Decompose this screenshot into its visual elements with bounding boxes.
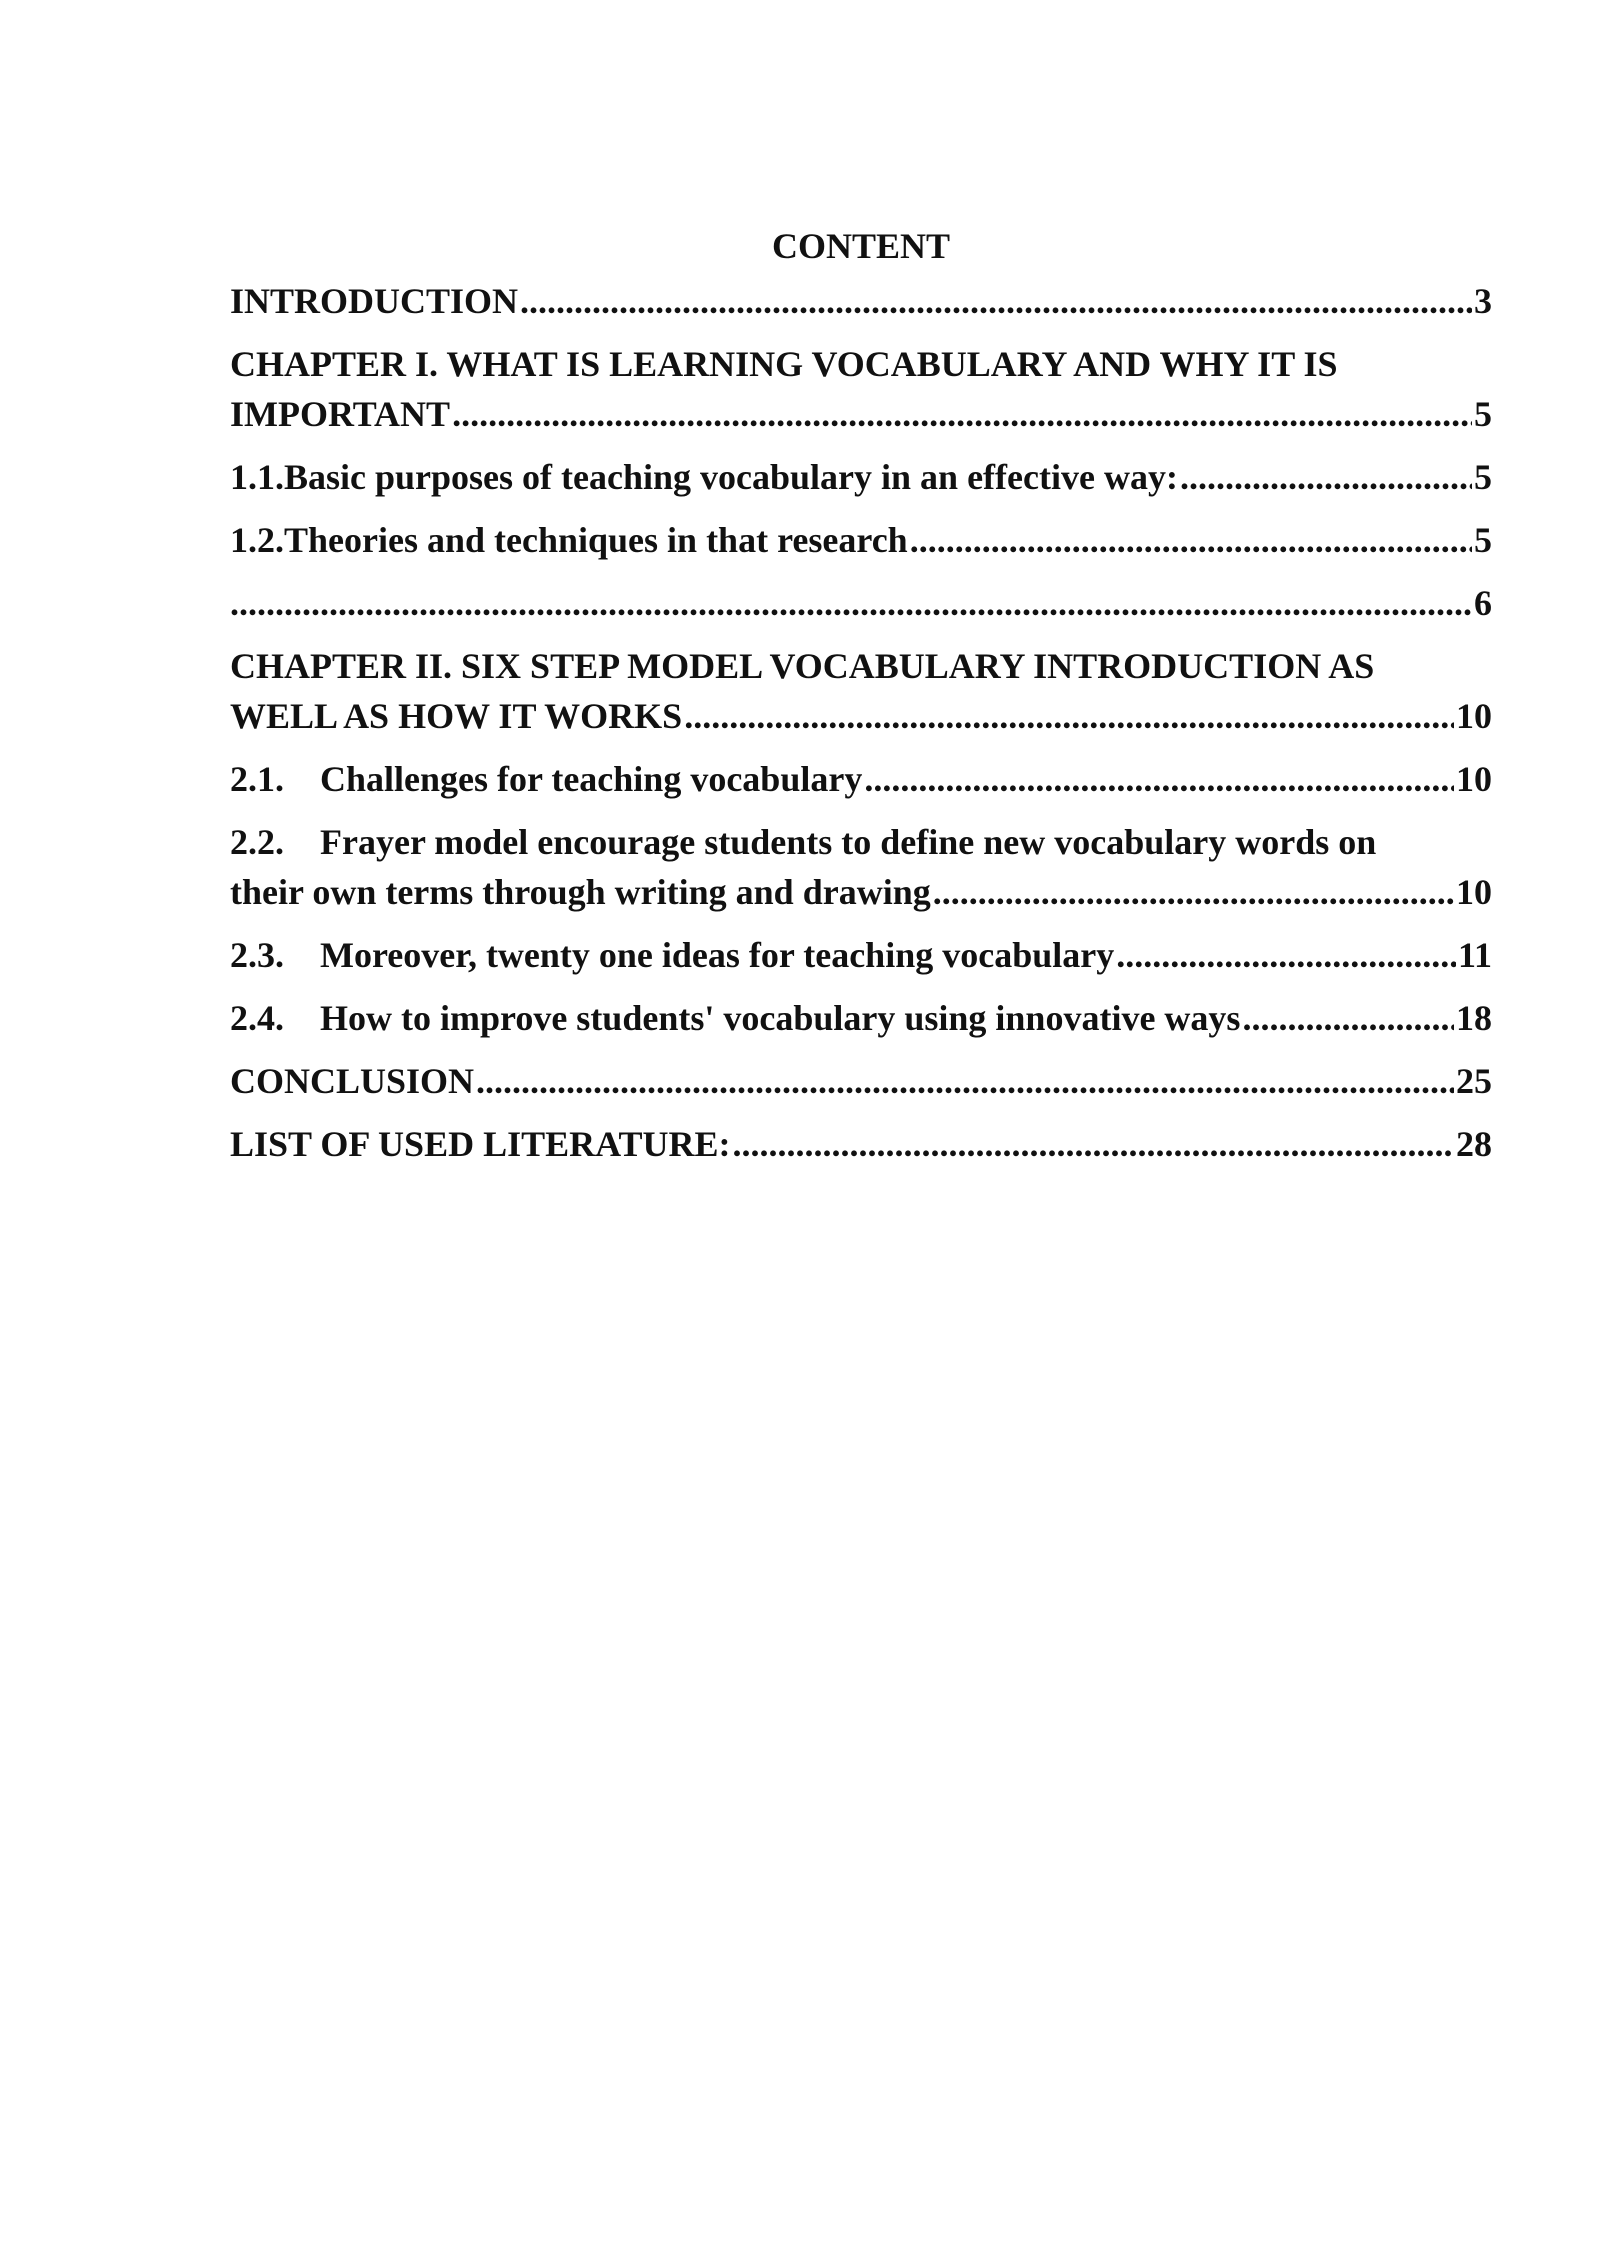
toc-entry-title: INTRODUCTION [230,281,519,321]
dot-leader [520,276,1472,326]
toc-entry-2-3[interactable] [230,930,1492,980]
dot-leader [684,691,1454,741]
toc-page-number: 10 [1456,696,1492,736]
toc-entry-2-2[interactable] [230,817,1492,917]
toc-page-number: 25 [1456,1061,1492,1101]
dot-leader [230,578,1472,628]
toc-entry-title: How to improve students' vocabulary using innovative ways [320,998,1241,1038]
toc-entry-title: Theories and techniques in that research [284,520,908,560]
toc-page-number: 5 [1474,457,1492,497]
toc-entry-1-1[interactable] [230,452,1492,502]
dot-leader [452,389,1472,439]
dot-leader [476,1056,1454,1106]
toc-section-number: 1.1. [230,457,284,497]
toc-page-number: 10 [1456,759,1492,799]
toc-page-number: 10 [1456,872,1492,912]
page-title: CONTENT [771,226,951,266]
toc-entry-2-1[interactable] [230,754,1492,804]
toc-page-number: 18 [1456,998,1492,1038]
toc-entry-title-line1: CHAPTER II. SIX STEP MODEL VOCABULARY INTRODUCTION AS [230,646,1375,686]
dot-leader [933,867,1454,917]
toc-entry-chapter-1[interactable] [230,339,1492,439]
toc-entry-title: Basic purposes of teaching vocabulary in an effective way: [284,457,1178,497]
toc-entry-title: their own terms through writing and drawing [230,872,931,912]
toc-entry-title-line1: CHAPTER I. WHAT IS LEARNING VOCABULARY AND WHY IT IS [230,344,1338,384]
dot-leader [732,1119,1454,1169]
toc-entry-title: Challenges for teaching vocabulary [320,759,863,799]
dot-leader [910,515,1472,565]
toc-page-number: 11 [1457,935,1492,975]
toc-page-number: 6 [1474,583,1492,623]
toc-entry-untitled[interactable] [230,578,1492,628]
toc-page-number: 5 [1474,520,1492,560]
toc-section-number: 1.2. [230,520,284,560]
toc-entry-introduction[interactable] [230,276,1492,326]
toc-section-number: 2.3. [230,935,284,975]
toc-page-number: 3 [1474,281,1492,321]
toc-section-number: 2.2. [230,822,284,862]
toc-section-number: 2.1. [230,759,284,799]
dot-leader [1116,930,1456,980]
dot-leader [864,754,1454,804]
toc-entry-title-line1: Frayer model encourage students to define new vocabulary words on [320,822,1377,862]
dot-leader [1242,993,1454,1043]
toc-page-number: 28 [1456,1124,1492,1164]
toc-entry-title: IMPORTANT [230,394,451,434]
dot-leader [1180,452,1472,502]
toc-entry-conclusion[interactable] [230,1056,1492,1106]
toc-section-number: 2.4. [230,998,284,1038]
document-page [230,222,1492,1182]
toc-entry-chapter-2[interactable] [230,641,1492,741]
toc-entry-title: LIST OF USED LITERATURE: [230,1124,731,1164]
toc-entry-title: CONCLUSION [230,1061,475,1101]
toc-entry-literature[interactable] [230,1119,1492,1169]
toc-entry-title: WELL AS HOW IT WORKS [230,696,683,736]
toc-entry-title: Moreover, twenty one ideas for teaching vocabulary [320,935,1115,975]
toc-page-number: 5 [1474,394,1492,434]
toc-entry-2-4[interactable] [230,993,1492,1043]
toc-entry-1-2[interactable] [230,515,1492,565]
